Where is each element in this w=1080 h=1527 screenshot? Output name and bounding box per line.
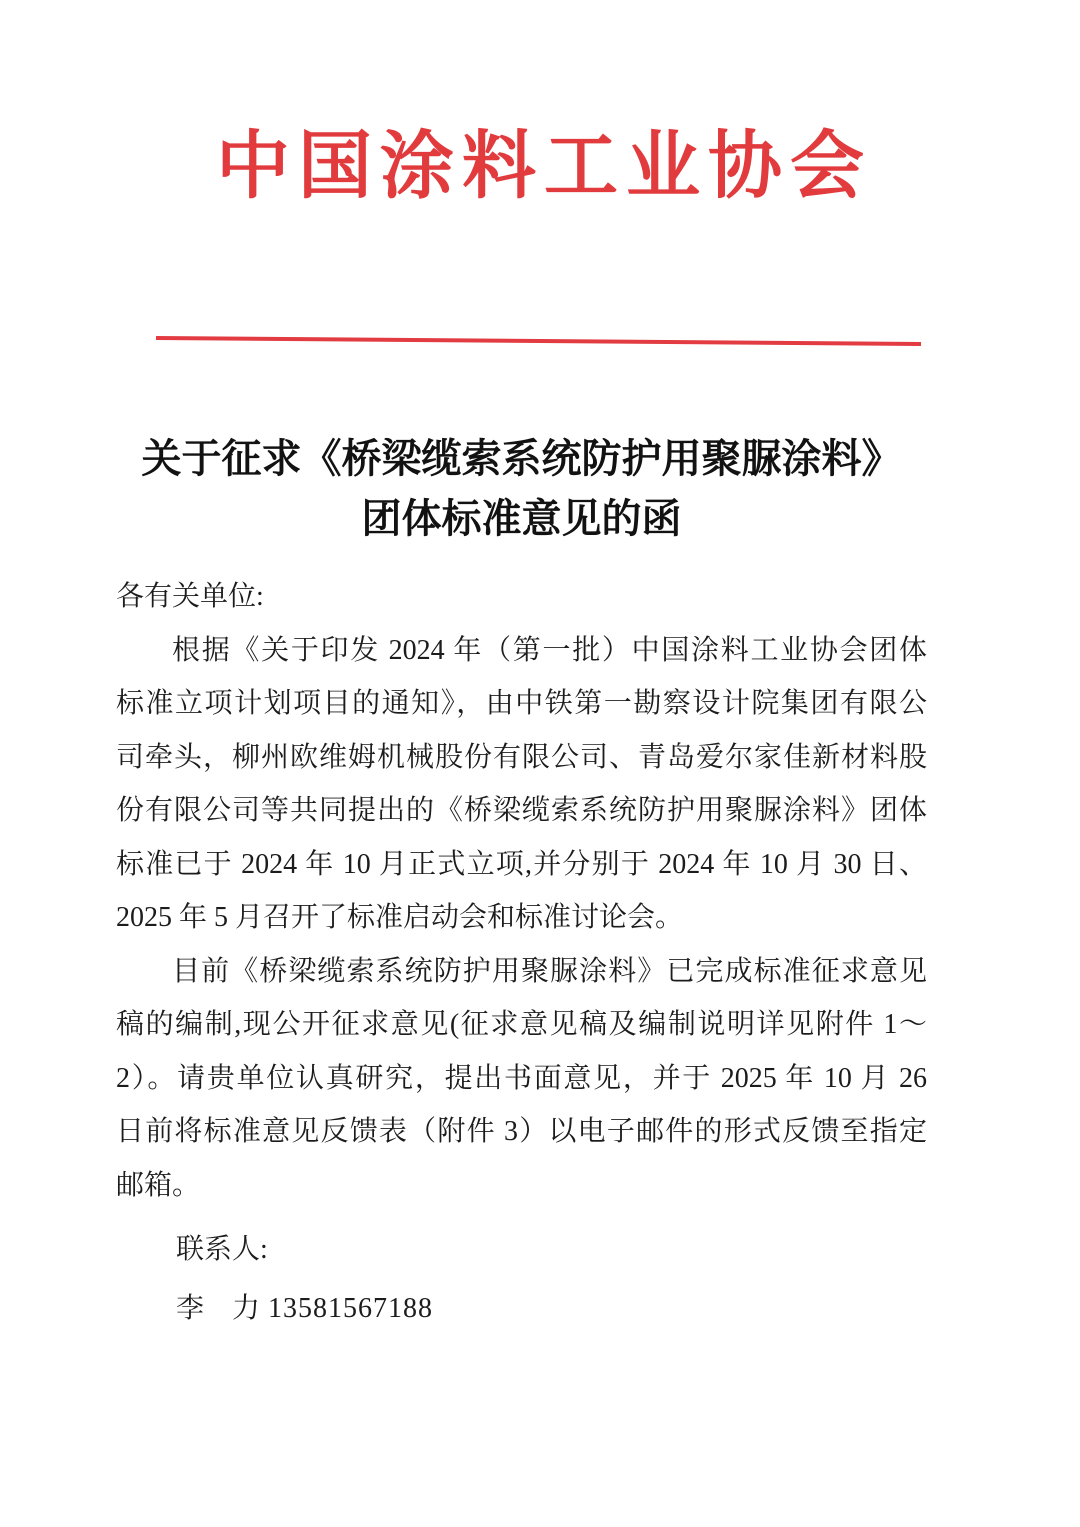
body-line: 日前将标准意见反馈表（附件 3）以电子邮件的形式反馈至指定 <box>116 1116 927 1147</box>
body-line: 稿的编制,现公开征求意见(征求意见稿及编制说明详见附件 1～ <box>116 1009 927 1040</box>
contact-name: 李 力 <box>176 1293 261 1324</box>
letterhead-divider-rule <box>156 336 921 346</box>
salutation-line: 各有关单位: <box>116 581 264 612</box>
body-line: 2）。请贵单位认真研究，提出书面意见，并于 2025 年 10 月 26 <box>116 1062 927 1094</box>
body-paragraphs <box>116 570 927 1212</box>
document-title-line-1: 关于征求《桥梁缆索系统防护用聚脲涂料》 <box>141 436 902 481</box>
contact-block <box>116 1220 927 1338</box>
body-line: 2025 年 5 月召开了标准启动会和标准讨论会。 <box>116 902 684 933</box>
body-line: 司牵头，柳州欧维姆机械股份有限公司、青岛爱尔家佳新材料股 <box>116 741 927 773</box>
body-line: 标准已于 2024 年 10 月正式立项,并分别于 2024 年 10 月 30 日、 <box>116 848 927 880</box>
document-title <box>116 429 927 549</box>
contact-label: 联系人: <box>176 1234 268 1265</box>
contact-person <box>116 1279 927 1338</box>
body-line: 根据《关于印发 2024 年（第一批）中国涂料工业协会团体 <box>172 634 927 666</box>
body-line: 份有限公司等共同提出的《桥梁缆索系统防护用聚脲涂料》团体 <box>116 795 927 826</box>
contact-phone: 13581567188 <box>268 1293 434 1324</box>
body-line: 邮箱。 <box>116 1169 201 1201</box>
letterhead-org-name: 中国涂料工业协会 <box>216 126 872 208</box>
document-title-line-2: 团体标准意见的函 <box>361 496 682 541</box>
body-line: 标准立项计划项目的通知》，由中铁第一勘察设计院集团有限公 <box>116 688 927 719</box>
body-line: 目前《桥梁缆索系统防护用聚脲涂料》已完成标准征求意见 <box>172 955 927 987</box>
